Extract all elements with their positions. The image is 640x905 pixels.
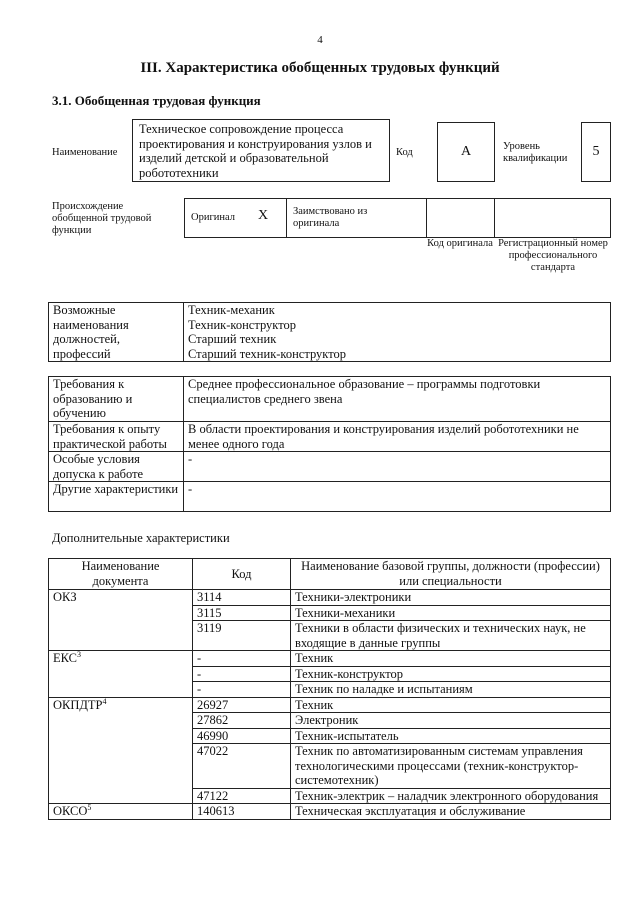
additional-title: Дополнительные характеристики bbox=[52, 531, 230, 545]
position-item: Техник-механик bbox=[188, 303, 275, 317]
req-other-label: Другие характеристики bbox=[49, 482, 184, 512]
code-cell: 140613 bbox=[193, 804, 291, 820]
positions-list bbox=[184, 303, 611, 362]
code-cell: - bbox=[193, 682, 291, 698]
origin-label: Происхождение обобщенной трудовой функции bbox=[52, 201, 152, 236]
code-cell: 27862 bbox=[193, 713, 291, 729]
doc-name: ЕКС bbox=[53, 651, 77, 665]
doc-name: ОКПДТР bbox=[53, 697, 103, 712]
origin-divider-3 bbox=[494, 198, 495, 238]
name-cell: Техник-испытатель bbox=[291, 728, 611, 744]
origin-divider-2 bbox=[426, 198, 427, 238]
code-cell: 3119 bbox=[193, 621, 291, 651]
level-label: Уровень квалификации bbox=[503, 141, 568, 164]
footnote-ref: 4 bbox=[102, 696, 107, 706]
positions-label: Возможные наименования должностей, профессий bbox=[49, 303, 184, 362]
name-cell: Техническая эксплуатация и обслуживание bbox=[291, 804, 611, 820]
reg-number-label: Регистрационный номер профессионального стандарта bbox=[498, 238, 608, 273]
name-label: Наименование bbox=[52, 147, 118, 158]
name-cell: Техник-электрик – наладчик электронного оборудования bbox=[291, 788, 611, 804]
original-mark: X bbox=[258, 208, 269, 223]
req-conditions-label: Особые условия допуска к работе bbox=[49, 452, 184, 482]
origin-divider-1 bbox=[286, 198, 287, 238]
header-name: Наименование базовой группы, должности (профессии) или специальности bbox=[291, 559, 611, 590]
name-cell: Техники в области физических и технических наук, не входящие в данные группы bbox=[291, 621, 611, 651]
req-other-value: - bbox=[184, 482, 611, 512]
doc-name: ОКСО bbox=[53, 804, 88, 818]
name-cell: Техник-конструктор bbox=[291, 666, 611, 682]
requirements-table bbox=[48, 376, 611, 512]
name-value-box bbox=[132, 119, 390, 182]
doc-name: ОКЗ bbox=[53, 590, 77, 604]
code-cell: 26927 bbox=[193, 697, 291, 713]
header-code: Код bbox=[193, 559, 291, 590]
position-item: Старший техник-конструктор bbox=[188, 346, 347, 361]
name-cell: Техник по автоматизированным системам управления технологическими процессами (техник-конструктор-системотехник) bbox=[291, 744, 611, 789]
name-cell: Техник bbox=[291, 651, 611, 667]
code-cell: 46990 bbox=[193, 728, 291, 744]
req-experience-value: В области проектирования и конструирования изделий робототехники не менее одного года bbox=[184, 422, 611, 452]
positions-table bbox=[48, 302, 611, 362]
doc-okso bbox=[49, 804, 193, 820]
doc-eks bbox=[49, 651, 193, 698]
position-item: Старший техник bbox=[188, 332, 277, 346]
req-conditions-value: - bbox=[184, 452, 611, 482]
req-experience-label: Требования к опыту практической работы bbox=[49, 422, 184, 452]
doc-okpdtr bbox=[49, 697, 193, 804]
code-cell: 3115 bbox=[193, 605, 291, 621]
doc-okz bbox=[49, 590, 193, 651]
code-cell: 3114 bbox=[193, 590, 291, 606]
page-number: 4 bbox=[317, 34, 323, 46]
header-doc: Наименование документа bbox=[49, 559, 193, 590]
borrowed-label: Заимствовано из оригинала bbox=[293, 206, 368, 229]
name-cell: Техники-электроники bbox=[291, 590, 611, 606]
code-cell: 47022 bbox=[193, 744, 291, 789]
section-title: III. Характеристика обобщенных трудовых функций bbox=[140, 60, 500, 76]
code-cell: - bbox=[193, 651, 291, 667]
name-cell: Техник по наладке и испытаниям bbox=[291, 682, 611, 698]
req-education-label: Требования к образованию и обучению bbox=[49, 377, 184, 422]
subsection-title: 3.1. Обобщенная трудовая функция bbox=[52, 93, 261, 108]
code-cell: - bbox=[193, 666, 291, 682]
code-cell: 47122 bbox=[193, 788, 291, 804]
footnote-ref: 5 bbox=[87, 802, 92, 812]
level-value: 5 bbox=[581, 122, 611, 182]
name-cell: Техники-механики bbox=[291, 605, 611, 621]
position-item: Техник-конструктор bbox=[188, 317, 296, 332]
name-value: Техническое сопровождение процесса проектирования и конструирования узлов и изделий детской и образовательной робототехники bbox=[139, 122, 372, 180]
name-cell: Техник bbox=[291, 697, 611, 713]
original-label: Оригинал bbox=[191, 212, 235, 223]
footnote-ref: 3 bbox=[77, 649, 81, 659]
req-education-value: Среднее профессиональное образование – программы подготовки специалистов среднего звена bbox=[184, 377, 611, 422]
code-original-label: Код оригинала bbox=[427, 238, 493, 249]
additional-table bbox=[48, 558, 611, 820]
name-cell: Электроник bbox=[291, 713, 611, 729]
code-value: A bbox=[437, 122, 495, 182]
code-label: Код bbox=[396, 147, 413, 158]
